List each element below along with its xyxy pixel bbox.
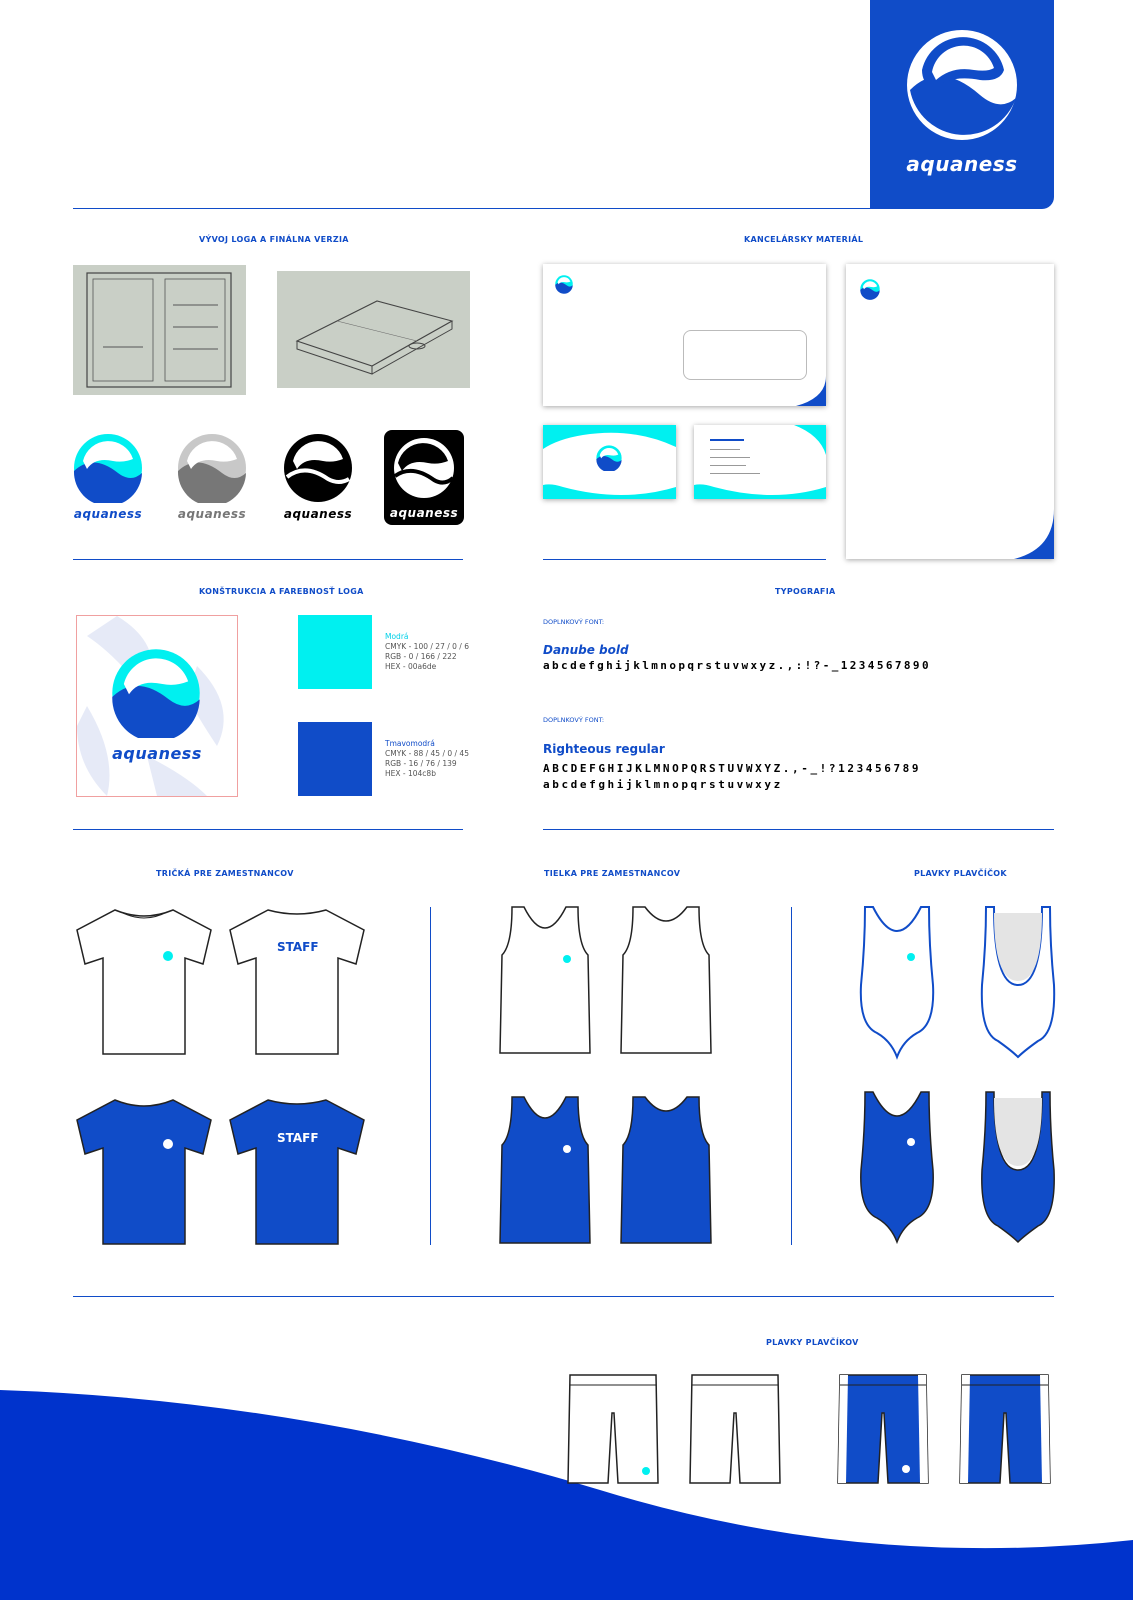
- logo-variant-grey: [177, 433, 247, 525]
- color-cmyk: CMYK - 100 / 27 / 0 / 6: [385, 642, 469, 651]
- logo-wordmark: aquaness: [389, 506, 459, 520]
- color-swatch-cyan: [298, 615, 372, 689]
- logo-variant-inverse: [384, 430, 464, 525]
- aquaness-logo-icon: [283, 433, 353, 503]
- aquaness-logo-icon: [384, 430, 464, 502]
- font-sample-1: abcdefghijklmnopqrstuvwxyz.,:!?-_1234567890: [543, 659, 931, 672]
- swimsuit-white-back: [978, 905, 1058, 1060]
- font-label-2: DOPLNKOVÝ FONT:: [543, 716, 605, 724]
- divider-vertical-2: [791, 907, 792, 1245]
- aquaness-logo-icon: [73, 433, 143, 503]
- font-sample-2b: abcdefghijklmnopqrstuvwxyz: [543, 778, 783, 791]
- business-card-back: [694, 425, 826, 499]
- logo-variant-color: [73, 433, 143, 525]
- envelope-window: [683, 330, 807, 380]
- trunks-blue-front: [836, 1373, 930, 1485]
- section-title-typography: TYPOGRAFIA: [775, 587, 836, 596]
- logo-wordmark: aquaness: [283, 507, 353, 521]
- tank-white-front: [498, 905, 592, 1055]
- sketch-image-2: [277, 271, 470, 388]
- letterhead-corner-wave: [1014, 509, 1054, 559]
- color-info-darkblue: [385, 739, 469, 779]
- logo-construction-frame: [76, 615, 238, 797]
- color-hex: HEX - 104c8b: [385, 769, 436, 778]
- color-info-cyan: [385, 632, 469, 672]
- section-title-tshirts: TRIČKÁ PRE ZAMESTNANCOV: [156, 869, 294, 878]
- brand-wordmark: aquaness: [906, 152, 1018, 176]
- logo-wordmark: aquaness: [177, 507, 247, 521]
- trunks-blue-back: [958, 1373, 1052, 1485]
- font-name-2: Righteous regular: [543, 742, 665, 756]
- logo-variant-black: [283, 433, 353, 525]
- aquaness-logo-icon: [555, 274, 573, 294]
- divider-vertical-1: [430, 907, 431, 1245]
- staff-label-blue: STAFF: [277, 1131, 319, 1145]
- trunks-white-front: [566, 1373, 660, 1485]
- swimsuit-blue-front: [857, 1090, 937, 1245]
- section-title-swimsuits: PLAVKY PLAVČÍČOK: [914, 869, 1007, 878]
- tshirt-white-back: [228, 908, 366, 1056]
- color-hex: HEX - 00a6de: [385, 662, 437, 671]
- swimsuit-white-front: [857, 905, 937, 1060]
- swimsuit-blue-back: [978, 1090, 1058, 1245]
- brand-panel: [870, 0, 1054, 209]
- letterhead-mockup: [846, 264, 1054, 559]
- color-name: Modrá: [385, 632, 409, 641]
- aquaness-logo-icon: [860, 278, 880, 300]
- business-card-front: [543, 425, 676, 499]
- logo-wordmark: aquaness: [73, 507, 143, 521]
- divider-right-2: [543, 829, 1054, 830]
- tank-blue-front: [498, 1095, 592, 1245]
- color-name: Tmavomodrá: [385, 739, 435, 748]
- aquaness-logo-icon: [596, 445, 622, 471]
- aquaness-logo-icon: [111, 648, 201, 738]
- color-swatch-darkblue: [298, 722, 372, 796]
- tank-white-back: [619, 905, 713, 1055]
- divider-left-1: [73, 559, 463, 560]
- divider-top: [73, 208, 871, 209]
- divider-left-2: [73, 829, 463, 830]
- section-title-construction: KONŠTRUKCIA A FAREBNOSŤ LOGA: [199, 587, 364, 596]
- color-rgb: RGB - 0 / 166 / 222: [385, 652, 457, 661]
- section-title-tanks: TIELKA PRE ZAMESTNANCOV: [544, 869, 681, 878]
- aquaness-logo-icon: [177, 433, 247, 503]
- envelope-corner-wave: [796, 376, 826, 406]
- divider-right-1: [543, 559, 826, 560]
- logo-wordmark: aquaness: [112, 744, 202, 763]
- section-title-stationery: KANCELÁRSKY MATERIÁL: [744, 235, 864, 244]
- tshirt-blue-front: [75, 1098, 213, 1246]
- font-sample-2a: ABCDEFGHIJKLMNOPQRSTUVWXYZ.,-_!?123456789: [543, 762, 922, 775]
- tank-blue-back: [619, 1095, 713, 1245]
- color-rgb: RGB - 16 / 76 / 139: [385, 759, 457, 768]
- tshirt-white-front: [75, 908, 213, 1056]
- color-cmyk: CMYK - 88 / 45 / 0 / 45: [385, 749, 469, 758]
- divider-bottom: [73, 1296, 1054, 1297]
- card-contact-lines: [710, 439, 770, 474]
- tshirt-blue-back: [228, 1098, 366, 1246]
- envelope-mockup: [543, 264, 826, 406]
- trunks-white-back: [688, 1373, 782, 1485]
- section-title-logo-dev: VÝVOJ LOGA A FINÁLNA VERZIA: [199, 235, 349, 244]
- font-name-1: Danube bold: [543, 643, 629, 657]
- font-label-1: DOPLNKOVÝ FONT:: [543, 618, 605, 626]
- section-title-trunks: PLAVKY PLAVČÍKOV: [766, 1338, 859, 1347]
- aquaness-logo-icon: [870, 0, 1054, 209]
- staff-label-white: STAFF: [277, 940, 319, 954]
- sketch-image-1: [73, 265, 246, 395]
